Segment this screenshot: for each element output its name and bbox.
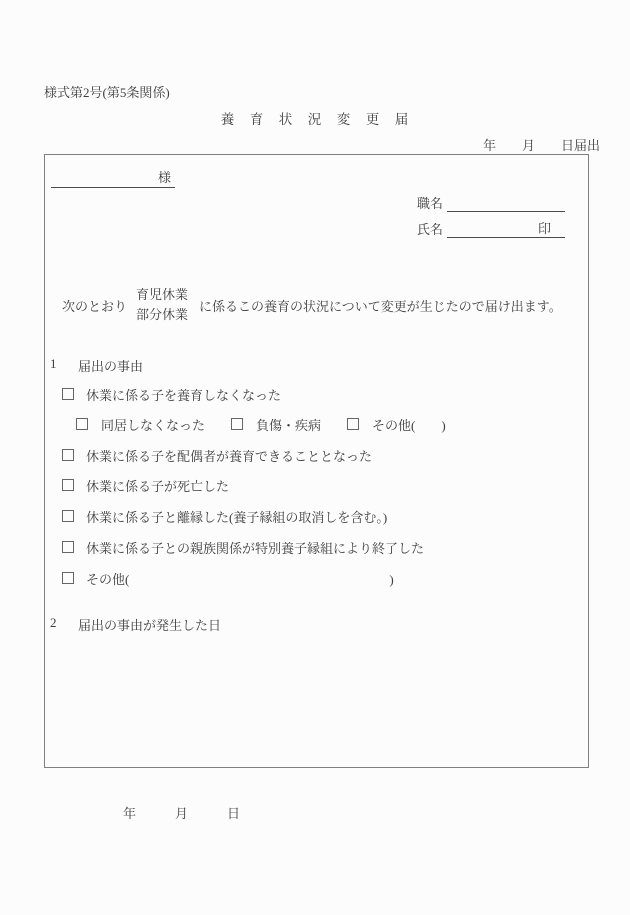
checkbox[interactable] [231,418,243,430]
statement-lead: 次のとおり [62,298,128,314]
submission-date-line: 年 月 日届出 [482,138,600,153]
reason-label: 休業に係る子を配偶者が養育できることとなった [86,448,373,464]
checkbox[interactable] [62,479,74,491]
section-1-number: 1 [50,356,57,371]
reason-label: 休業に係る子と離縁した(養子縁組の取消しを含む。) [86,509,388,525]
job-title-field[interactable] [447,191,565,212]
reason-label: 休業に係る子を養育しなくなった [86,387,282,403]
reason-row-kinship-ended [62,539,424,555]
subreason-not-living-together [76,415,205,434]
occurrence-date-field[interactable]: 年 月 日 [123,806,241,821]
reason-row-no-longer-raising [62,386,281,402]
checkbox[interactable] [62,510,74,522]
subreason-injury-illness [231,415,321,434]
subreason-other [347,415,446,434]
section-1-heading [50,356,143,375]
statement [62,282,562,328]
checkbox[interactable] [62,449,74,461]
reason-row-other [62,570,394,586]
checkbox[interactable] [76,418,88,430]
addressee-honorific: 様 [157,170,171,185]
name-row [417,218,565,238]
reason-row-spouse-can-raise [62,447,372,463]
checkbox[interactable] [62,541,74,553]
leave-type-options [136,285,188,325]
subreason-label: 負傷・疾病 [256,417,322,433]
job-title-row [417,192,565,212]
reason-subrow [76,416,446,432]
section-2-heading [50,615,221,634]
form-body-box [44,154,589,821]
reason-row-child-died [62,477,229,493]
name-label: 氏名 [417,222,444,237]
seal-mark: 印 [537,221,551,236]
form-number: 様式第2号(第5条関係) [44,85,170,100]
statement-body: に係るこの養育の状況について変更が生じたので届け出ます。 [199,298,562,314]
subreason-label: その他( ) [372,417,446,433]
reason-label: その他( ) [86,571,394,587]
name-field[interactable] [447,217,565,238]
section-1-title: 届出の事由 [78,359,144,374]
reason-row-dissolution-of-adoption [62,508,387,524]
reason-label: 休業に係る子との親族関係が特別養子縁組により終了した [86,540,425,556]
leave-option-childcare[interactable]: 育児休業 [136,287,189,302]
page-title: 養 育 状 況 変 更 届 [220,112,410,127]
job-title-label: 職名 [417,196,444,211]
subreason-label: 同居しなくなった [101,417,206,433]
addressee-field[interactable] [51,167,175,188]
checkbox[interactable] [62,388,74,400]
checkbox[interactable] [62,572,74,584]
reason-label: 休業に係る子が死亡した [86,478,230,494]
section-2-title: 届出の事由が発生した日 [78,618,222,633]
checkbox[interactable] [347,418,359,430]
leave-option-partial[interactable]: 部分休業 [136,307,189,322]
section-2-number: 2 [50,615,57,630]
